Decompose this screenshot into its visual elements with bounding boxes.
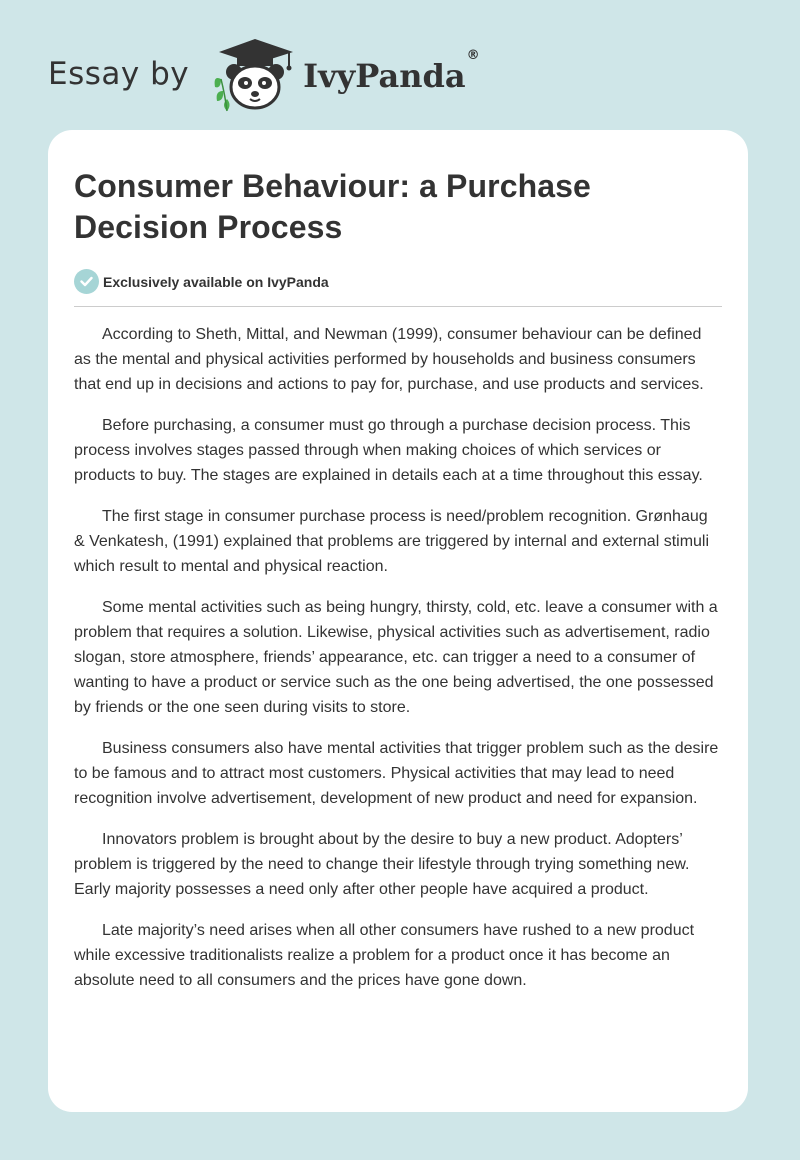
essay-body (74, 322, 722, 993)
check-circle-icon (74, 269, 99, 294)
paragraph: Before purchasing, a consumer must go through a purchase decision process. This process involves stages passed through when making choices of which services or products to buy. The stages are explained in details each at a time throughout this essay. (74, 417, 703, 484)
paragraph: The first stage in consumer purchase process is need/problem recognition. Grønhaug & Venkatesh, (1991) explained that problems are triggered by internal and external stimuli which result to mental and physical reaction. (74, 508, 710, 575)
exclusive-label: Exclusively available on IvyPanda (103, 273, 329, 290)
exclusive-badge (74, 269, 722, 307)
essay-card (48, 130, 748, 1112)
brand-name: IvyPanda (303, 57, 466, 95)
paragraph: Some mental activities such as being hungry, thirsty, cold, etc. leave a consumer with a problem that requires a solution. Likewise, physical activities such as advertisement, radio slogan, store atmosphere, friends’ appearance, etc. can trigger a need to a consumer of wanting to have a product or service such as the one being advertised, the one possessed by friends or the one seen during visits to store. (74, 599, 718, 716)
essay-by-label: Essay by (48, 56, 190, 92)
registered-mark: ® (466, 48, 480, 64)
paragraph: Business consumers also have mental activities that trigger problem such as the desire to be famous and to attract most customers. Physical activities that may lead to need recognition involve advertisement, development of new product and need for expansion. (74, 740, 719, 807)
site-header (48, 34, 480, 114)
paragraph: According to Sheth, Mittal, and Newman (1999), consumer behaviour can be defined as the mental and physical activities performed by households and business consumers that end up in decisions and actions to pay for, purchase, and use products and services. (74, 326, 704, 393)
panda-graduate-logo-icon[interactable] (207, 35, 299, 113)
brand-logo-text[interactable] (303, 48, 480, 95)
paragraph: Innovators problem is brought about by the desire to buy a new product. Adopters’ problem is triggered by the need to change their lifestyle through trying something new. Early majority possesses a need only after other people have acquired a product. (74, 831, 690, 898)
essay-title: Consumer Behaviour: a Purchase Decision Process (74, 168, 591, 245)
paragraph: Late majority’s need arises when all other consumers have rushed to a new product while excessive traditionalists realize a problem for a product once it has become an absolute need to all consumers and the prices have gone down. (74, 922, 695, 989)
